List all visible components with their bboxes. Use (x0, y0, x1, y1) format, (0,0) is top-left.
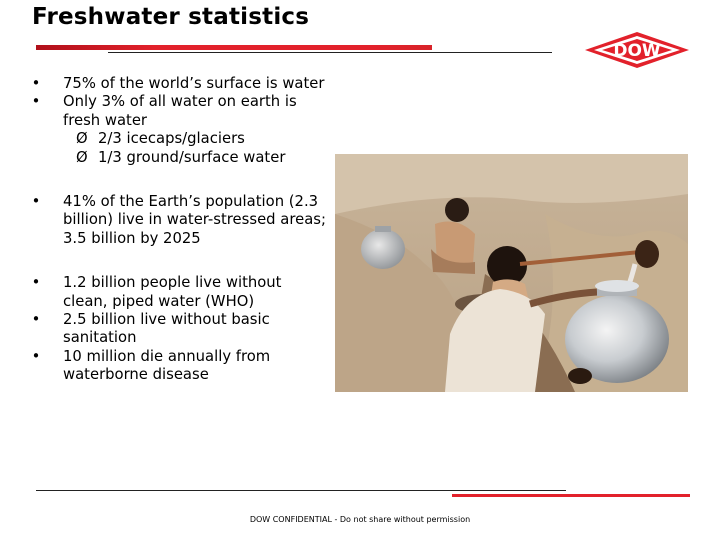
sub-bullet-text: 1/3 ground/surface water (98, 148, 286, 166)
bullet-dot: • (31, 93, 41, 111)
arrow-bullet-icon: Ø (76, 130, 88, 148)
bullet-text: Only 3% of all water on earth is fresh water (63, 93, 297, 129)
bullet-text: 41% of the Earth’s population (2.3 billion) live in water-stressed areas; 3.5 billion by 2025 (63, 193, 326, 247)
list-item (30, 348, 330, 385)
footer-red-rule (452, 494, 690, 497)
dow-logo-text: DOW (613, 41, 661, 61)
bullet-dot: • (31, 274, 41, 292)
bullet-dot: • (31, 311, 41, 329)
bullet-text: 2.5 billion live without basic sanitation (63, 311, 270, 347)
dow-logo (584, 31, 690, 69)
sub-list-item (30, 130, 330, 148)
bullet-text: 1.2 billion people live without clean, piped water (WHO) (63, 274, 282, 310)
bullet-list (30, 75, 330, 385)
confidential-footer: DOW CONFIDENTIAL - Do not share without permission (249, 515, 471, 524)
bullet-dot: • (31, 347, 41, 365)
list-item (30, 311, 330, 348)
bullet-dot: • (31, 75, 41, 92)
sub-bullet-text: 2/3 icecaps/glaciers (98, 130, 245, 148)
spacer (30, 248, 330, 274)
bullet-text: 75% of the world’s surface is water (63, 75, 325, 92)
list-item (30, 274, 330, 311)
list-item (30, 193, 330, 248)
water-pot-photo (335, 154, 688, 392)
title-underline-red (36, 45, 432, 50)
list-item (30, 75, 330, 93)
sub-list-item (30, 149, 330, 167)
arrow-bullet-icon: Ø (76, 148, 88, 166)
title-underline-thin (108, 52, 552, 53)
spacer (30, 167, 330, 193)
footer-rule (36, 490, 566, 491)
bullet-text: 10 million die annually from waterborne disease (63, 347, 271, 384)
slide-title: Freshwater statistics (32, 4, 310, 30)
bullet-dot: • (31, 193, 41, 211)
list-item (30, 93, 330, 130)
